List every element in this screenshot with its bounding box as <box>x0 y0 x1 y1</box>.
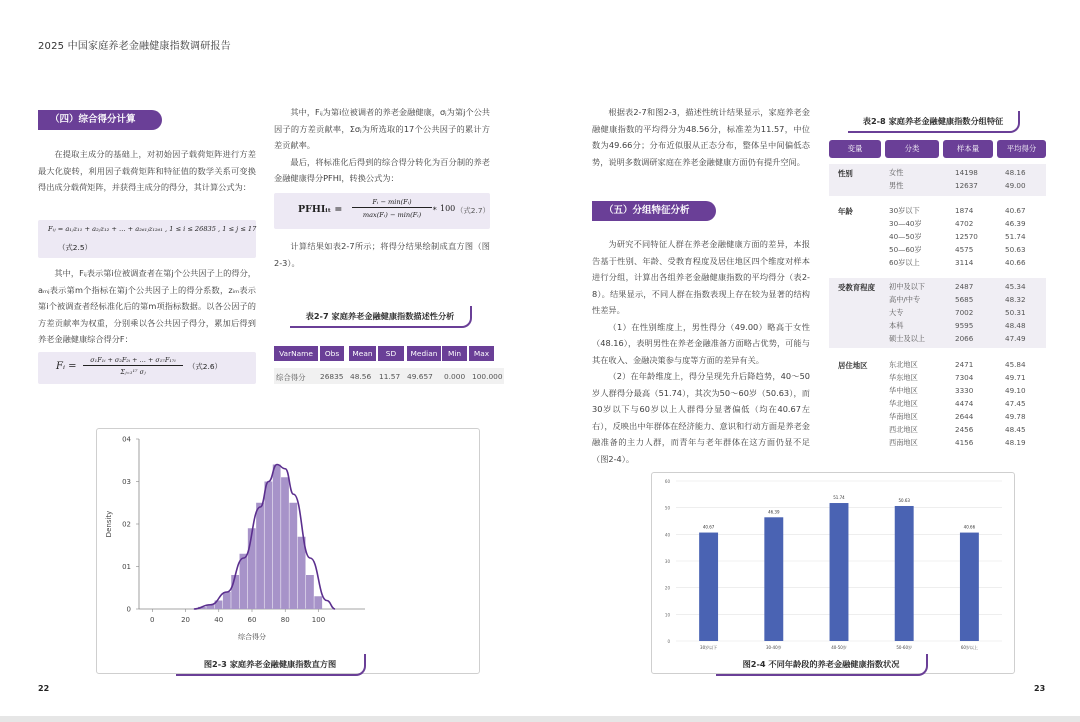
table-2-8-cell: 西南地区 <box>889 438 918 447</box>
page-bottom-edge <box>0 716 1080 722</box>
table-2-8-cell: 2487 <box>955 282 974 291</box>
table-2-8-cell: 30—40岁 <box>889 219 922 228</box>
table-2-8-cell: 48.19 <box>1005 438 1026 447</box>
table-2-8-cell: 男性 <box>889 181 904 190</box>
table-2-7-header-mean: Mean <box>349 346 376 361</box>
table-2-8-cell: 5685 <box>955 295 974 304</box>
table-2-8-cell: 30岁以下 <box>889 206 920 215</box>
table-2-8-header <box>829 140 1046 158</box>
group-label: 年龄 <box>838 207 853 216</box>
bar-value-label: 46.39 <box>768 509 780 515</box>
table-2-8-cell: 50—60岁 <box>889 245 922 254</box>
figure-2-3-caption: 图2-3 家庭养老金融健康指数直方图 <box>176 654 366 676</box>
table-2-8-cell: 3114 <box>955 258 974 267</box>
left-paragraph-4-text: 最后，将标准化后得到的综合得分转化为百分制的养老金融健康得分PFHI，转换公式为： <box>274 156 490 183</box>
y-axis-label: Density <box>105 510 113 538</box>
x-tick-label: 100 <box>311 616 326 624</box>
table-2-8-cell: 40.66 <box>1005 258 1026 267</box>
table-2-7-header-median: Median <box>407 346 441 361</box>
table-2-8-cell: 45.84 <box>1005 360 1026 369</box>
table-2-8-cell: 1874 <box>955 206 974 215</box>
table-2-8-cell: 女性 <box>889 168 904 177</box>
formula-2-6-numerator: σ₁F₁ᵢ + σ₂F₂ᵢ + … + σ₁₇F₁₇ᵢ <box>83 356 183 366</box>
y-tick-label: 01 <box>122 563 131 571</box>
left-paragraph-2-text: 其中，Fᵢⱼ表示第i位被调查者在第j个公共因子上的得分，aₘⱼ表示第m个指标在第j个公共因子上的得分系数，zᵢₘ表示第i个被调查者经标准化后的第m项指标数据。以各公因子的方差贡献率为权重，分别乘以各公共因子得分，累加后得到养老金融健康综合得分F： <box>38 268 256 344</box>
table-2-8-group-gender <box>829 164 1046 196</box>
table-2-8-cell: 46.39 <box>1005 219 1026 228</box>
left-paragraph-3-text: 其中，Fᵢⱼ为第i位被调者的养老金融健康，σⱼ为第j个公共因子的方差贡献率，Σσⱼ为所选取的17个公共因子的累计方差贡献率。 <box>274 107 490 150</box>
table-2-7 <box>274 346 504 386</box>
histogram-chart <box>97 429 479 673</box>
table-2-8-cell: 50.63 <box>1005 245 1026 254</box>
bar-value-label: 50.63 <box>898 497 910 503</box>
bar-value-label: 40.66 <box>963 524 976 530</box>
y-tick-label: 0 <box>126 605 131 614</box>
formula-2-5-tag: （式2.5） <box>58 243 92 252</box>
x-axis-label: 综合得分 <box>238 633 266 641</box>
table-2-8-cell: 12570 <box>955 232 978 241</box>
group-label: 受教育程度 <box>838 283 875 292</box>
table-2-7-cell: 49.657 <box>407 372 433 381</box>
table-2-8-cell: 47.45 <box>1005 399 1026 408</box>
histogram-bar <box>306 575 314 609</box>
formula-2-5-expression: Fᵢⱼ = a₁ⱼz₁₁ + a₂ⱼz₁₂ + … + a₂₆₁ⱼz₁₂₆₁ , 1 ≤ i ≤ 26835 , 1 ≤ j ≤ 17 <box>48 225 257 233</box>
table-2-8-cell: 48.48 <box>1005 321 1026 330</box>
table-2-8-cell: 硕士及以上 <box>889 334 925 343</box>
running-header: 2025 中国家庭养老金融健康指数调研报告 <box>38 41 231 52</box>
section-heading-4: （四）综合得分计算 <box>38 110 162 130</box>
table-2-7-header-max: Max <box>469 346 494 361</box>
table-2-7-header-min: Min <box>442 346 467 361</box>
formula-2-7-numerator: Fᵢ − min(Fᵢ) <box>352 198 432 208</box>
table-2-8-cell: 西北地区 <box>889 425 918 434</box>
histogram-bar <box>256 503 264 609</box>
table-2-8-cell: 2456 <box>955 425 974 434</box>
histogram-bar <box>273 465 281 610</box>
table-2-8-cell: 48.16 <box>1005 168 1026 177</box>
left-paragraph-3 <box>274 104 490 187</box>
histogram-bar <box>264 482 272 610</box>
table-2-8-cell: 47.49 <box>1005 334 1026 343</box>
table-2-8-cell: 4474 <box>955 399 974 408</box>
table-2-8-cell: 40—50岁 <box>889 232 922 241</box>
y-tick-label: 03 <box>122 478 131 486</box>
table-2-7-cell: 综合得分 <box>276 373 306 382</box>
formula-2-7-tail: ∗ 100 <box>432 204 456 213</box>
table-2-8-cell: 华南地区 <box>889 412 918 421</box>
right-paragraph-1 <box>592 104 810 170</box>
table-2-8-cell: 7002 <box>955 308 974 317</box>
y-tick-label: 0 <box>667 639 670 644</box>
table-2-8-cell: 51.74 <box>1005 232 1026 241</box>
table-2-8-header-variable: 变量 <box>829 140 881 158</box>
formula-2-6-tag: （式2.6） <box>188 362 222 371</box>
table-2-8-cell: 60岁以上 <box>889 258 920 267</box>
histogram-bar <box>248 528 256 609</box>
table-2-7-caption: 表2-7 家庭养老金融健康指数描述性分析 <box>290 306 472 328</box>
table-2-8-cell: 3330 <box>955 386 974 395</box>
table-2-8-cell: 12637 <box>955 181 978 190</box>
left-paragraph-5 <box>274 238 490 271</box>
left-paragraph-2 <box>38 265 256 348</box>
table-2-8-cell: 初中及以下 <box>889 282 925 291</box>
bar <box>764 517 783 641</box>
table-2-7-cell: 11.57 <box>379 372 401 381</box>
table-2-8-cell: 华北地区 <box>889 399 918 408</box>
y-tick-label: 50 <box>664 505 670 511</box>
table-2-8-cell: 华东地区 <box>889 373 918 382</box>
table-2-8-caption: 表2-8 家庭养老金融健康指数分组特征 <box>848 111 1020 133</box>
histogram-bar <box>289 503 297 609</box>
table-2-8-cell: 49.78 <box>1005 412 1026 421</box>
table-2-8-cell: 东北地区 <box>889 360 918 369</box>
table-2-8-cell: 48.45 <box>1005 425 1026 434</box>
table-2-8-cell: 高中/中专 <box>889 295 921 304</box>
x-tick-label: 30-40岁 <box>765 645 782 650</box>
table-2-7-header-sd: SD <box>378 346 404 361</box>
bar-value-label: 40.67 <box>702 524 715 530</box>
histogram-bar <box>281 477 289 609</box>
formula-2-7-denominator: max(Fᵢ) − min(Fᵢ) <box>362 211 422 219</box>
y-tick-label: 04 <box>122 435 131 444</box>
y-tick-label: 40 <box>664 532 670 538</box>
bar-value-label: 51.74 <box>833 495 845 501</box>
formula-2-6 <box>38 352 256 384</box>
age-bar-chart <box>652 473 1014 673</box>
histogram-bar <box>314 596 322 609</box>
x-tick-label: 80 <box>280 616 290 624</box>
table-2-7-row <box>274 368 504 384</box>
table-2-8-header-sample: 样本量 <box>943 140 993 158</box>
formula-2-7-lhs: PFHIᵢₜ = <box>298 204 343 215</box>
table-2-8-group-age <box>829 202 1046 272</box>
right-paragraph-1-text: 根据表2-7和图2-3，描述性统计结果显示，家庭养老金融健康指数的平均得分为48.56分，标准差为11.57，中位数为49.66分；分布近似服从正态分布，整体呈中间偏低态势，说明多数调研家庭在养老金融健康方面仍有提升空间。 <box>592 107 810 167</box>
x-tick-label: 0 <box>150 616 155 624</box>
y-tick-label: 02 <box>122 520 131 529</box>
formula-2-6-lhs: Fᵢ = <box>56 361 77 372</box>
table-2-8-cell: 50.31 <box>1005 308 1026 317</box>
formula-2-5 <box>38 220 256 258</box>
y-tick-label: 30 <box>664 559 670 564</box>
y-tick-label: 10 <box>664 612 670 618</box>
table-2-8-cell: 48.32 <box>1005 295 1026 304</box>
table-2-7-cell: 26835 <box>320 372 344 381</box>
histogram-bar <box>240 554 248 609</box>
table-2-8-cell: 14198 <box>955 168 978 177</box>
group-label: 性别 <box>838 169 853 178</box>
table-2-8-cell: 40.67 <box>1005 206 1026 215</box>
bar <box>960 533 979 641</box>
figure-2-3-frame <box>96 428 480 674</box>
table-2-8-cell: 2066 <box>955 334 974 343</box>
table-2-8-cell: 2471 <box>955 360 974 369</box>
bar <box>895 506 914 641</box>
figure-2-4-caption: 图2-4 不同年龄段的养老金融健康指数状况 <box>716 654 928 676</box>
x-tick-label: 60岁以上 <box>960 645 978 650</box>
table-2-8-cell: 华中地区 <box>889 386 918 395</box>
x-tick-label: 30岁以下 <box>700 645 718 650</box>
formula-2-6-denominator: Σⱼ₌₁¹⁷ σⱼ <box>120 368 146 376</box>
page-number-left: 22 <box>38 684 50 693</box>
table-2-8-cell: 49.00 <box>1005 181 1026 190</box>
right-paragraphs <box>592 236 810 467</box>
table-2-7-cell: 100.000 <box>472 372 503 381</box>
table-2-8-cell: 4702 <box>955 219 974 228</box>
table-2-8-cell: 2644 <box>955 412 974 421</box>
table-2-8-header-average: 平均得分 <box>997 140 1046 158</box>
left-paragraph-1-text: 在提取主成分的基础上，对初始因子载荷矩阵进行方差最大化旋转，利用因子载荷矩阵和特征值的数学关系可变换得出成分载荷矩阵，并获得主成分的得分，其计算公式为： <box>38 149 256 192</box>
table-2-8-cell: 大专 <box>889 308 904 317</box>
table-2-8-group-region <box>829 356 1046 450</box>
y-tick-label: 20 <box>664 585 670 591</box>
table-2-7-cell: 0.000 <box>444 372 466 381</box>
x-tick-label: 20 <box>181 616 190 624</box>
table-2-8-cell: 4575 <box>955 245 974 254</box>
table-2-8-cell: 本科 <box>889 321 904 330</box>
page-number-right: 23 <box>1034 684 1046 693</box>
x-tick-label: 60 <box>247 616 257 624</box>
left-paragraph-1 <box>38 146 256 196</box>
x-tick-label: 40 <box>214 616 224 624</box>
table-2-8-header-category: 分类 <box>885 140 939 158</box>
right-paragraph-2-text: 为研究不同特征人群在养老金融健康方面的差异，本报告基于性别、年龄、受教育程度及居住地区四个维度对样本进行分组，计算出各组养老金融健康指数的平均得分（表2-8）。结果显示，不同人群在指数表现上存在较为显著的结构性差异。 <box>592 239 810 315</box>
section-heading-5: （五）分组特征分析 <box>592 201 716 221</box>
y-tick-label: 60 <box>664 479 670 484</box>
table-2-8-cell: 7304 <box>955 373 974 382</box>
right-paragraph-4-text: （2）在年龄维度上，得分呈现先升后降趋势，40～50岁人群得分最高（51.74），其次为50～60岁（50.63），而30岁以下与60岁以上人群得分显著偏低（均在40.67左右），反映出中年群体在经济能力、意识和行动方面是养老金融准备的主力人群，而青年与老年群体在这方面仍显不足（图2-4）。 <box>592 371 810 464</box>
table-2-8-cell: 45.34 <box>1005 282 1026 291</box>
figure-2-4-frame <box>651 472 1015 674</box>
histogram-bar <box>231 575 239 609</box>
right-paragraph-3-text: （1）在性别维度上，男性得分（49.00）略高于女性（48.16），表明男性在养老金融准备方面略占优势，可能与其在收入、金融决策参与度等方面的差异有关。 <box>592 321 810 365</box>
formula-2-7-tag: （式2.7） <box>456 206 490 215</box>
bar <box>830 503 849 641</box>
table-2-7-header-obs: Obs <box>320 346 344 361</box>
histogram-bar <box>223 592 231 609</box>
table-2-8-cell: 49.10 <box>1005 386 1026 395</box>
group-label: 居住地区 <box>838 361 868 370</box>
bar <box>699 533 718 641</box>
x-tick-label: 40-50岁 <box>831 645 847 650</box>
table-2-8-cell: 9595 <box>955 321 974 330</box>
formula-2-7 <box>274 193 490 229</box>
left-paragraph-5-text: 计算结果如表2-7所示；将得分结果绘制成直方图（图2-3）。 <box>274 241 490 268</box>
table-2-8-cell: 49.71 <box>1005 373 1026 382</box>
table-2-8-group-education <box>829 278 1046 348</box>
table-2-8-cell: 4156 <box>955 438 974 447</box>
table-2-7-cell: 48.56 <box>350 372 372 381</box>
x-tick-label: 50-60岁 <box>896 645 913 650</box>
table-2-7-header-varname: VarName <box>274 346 318 361</box>
